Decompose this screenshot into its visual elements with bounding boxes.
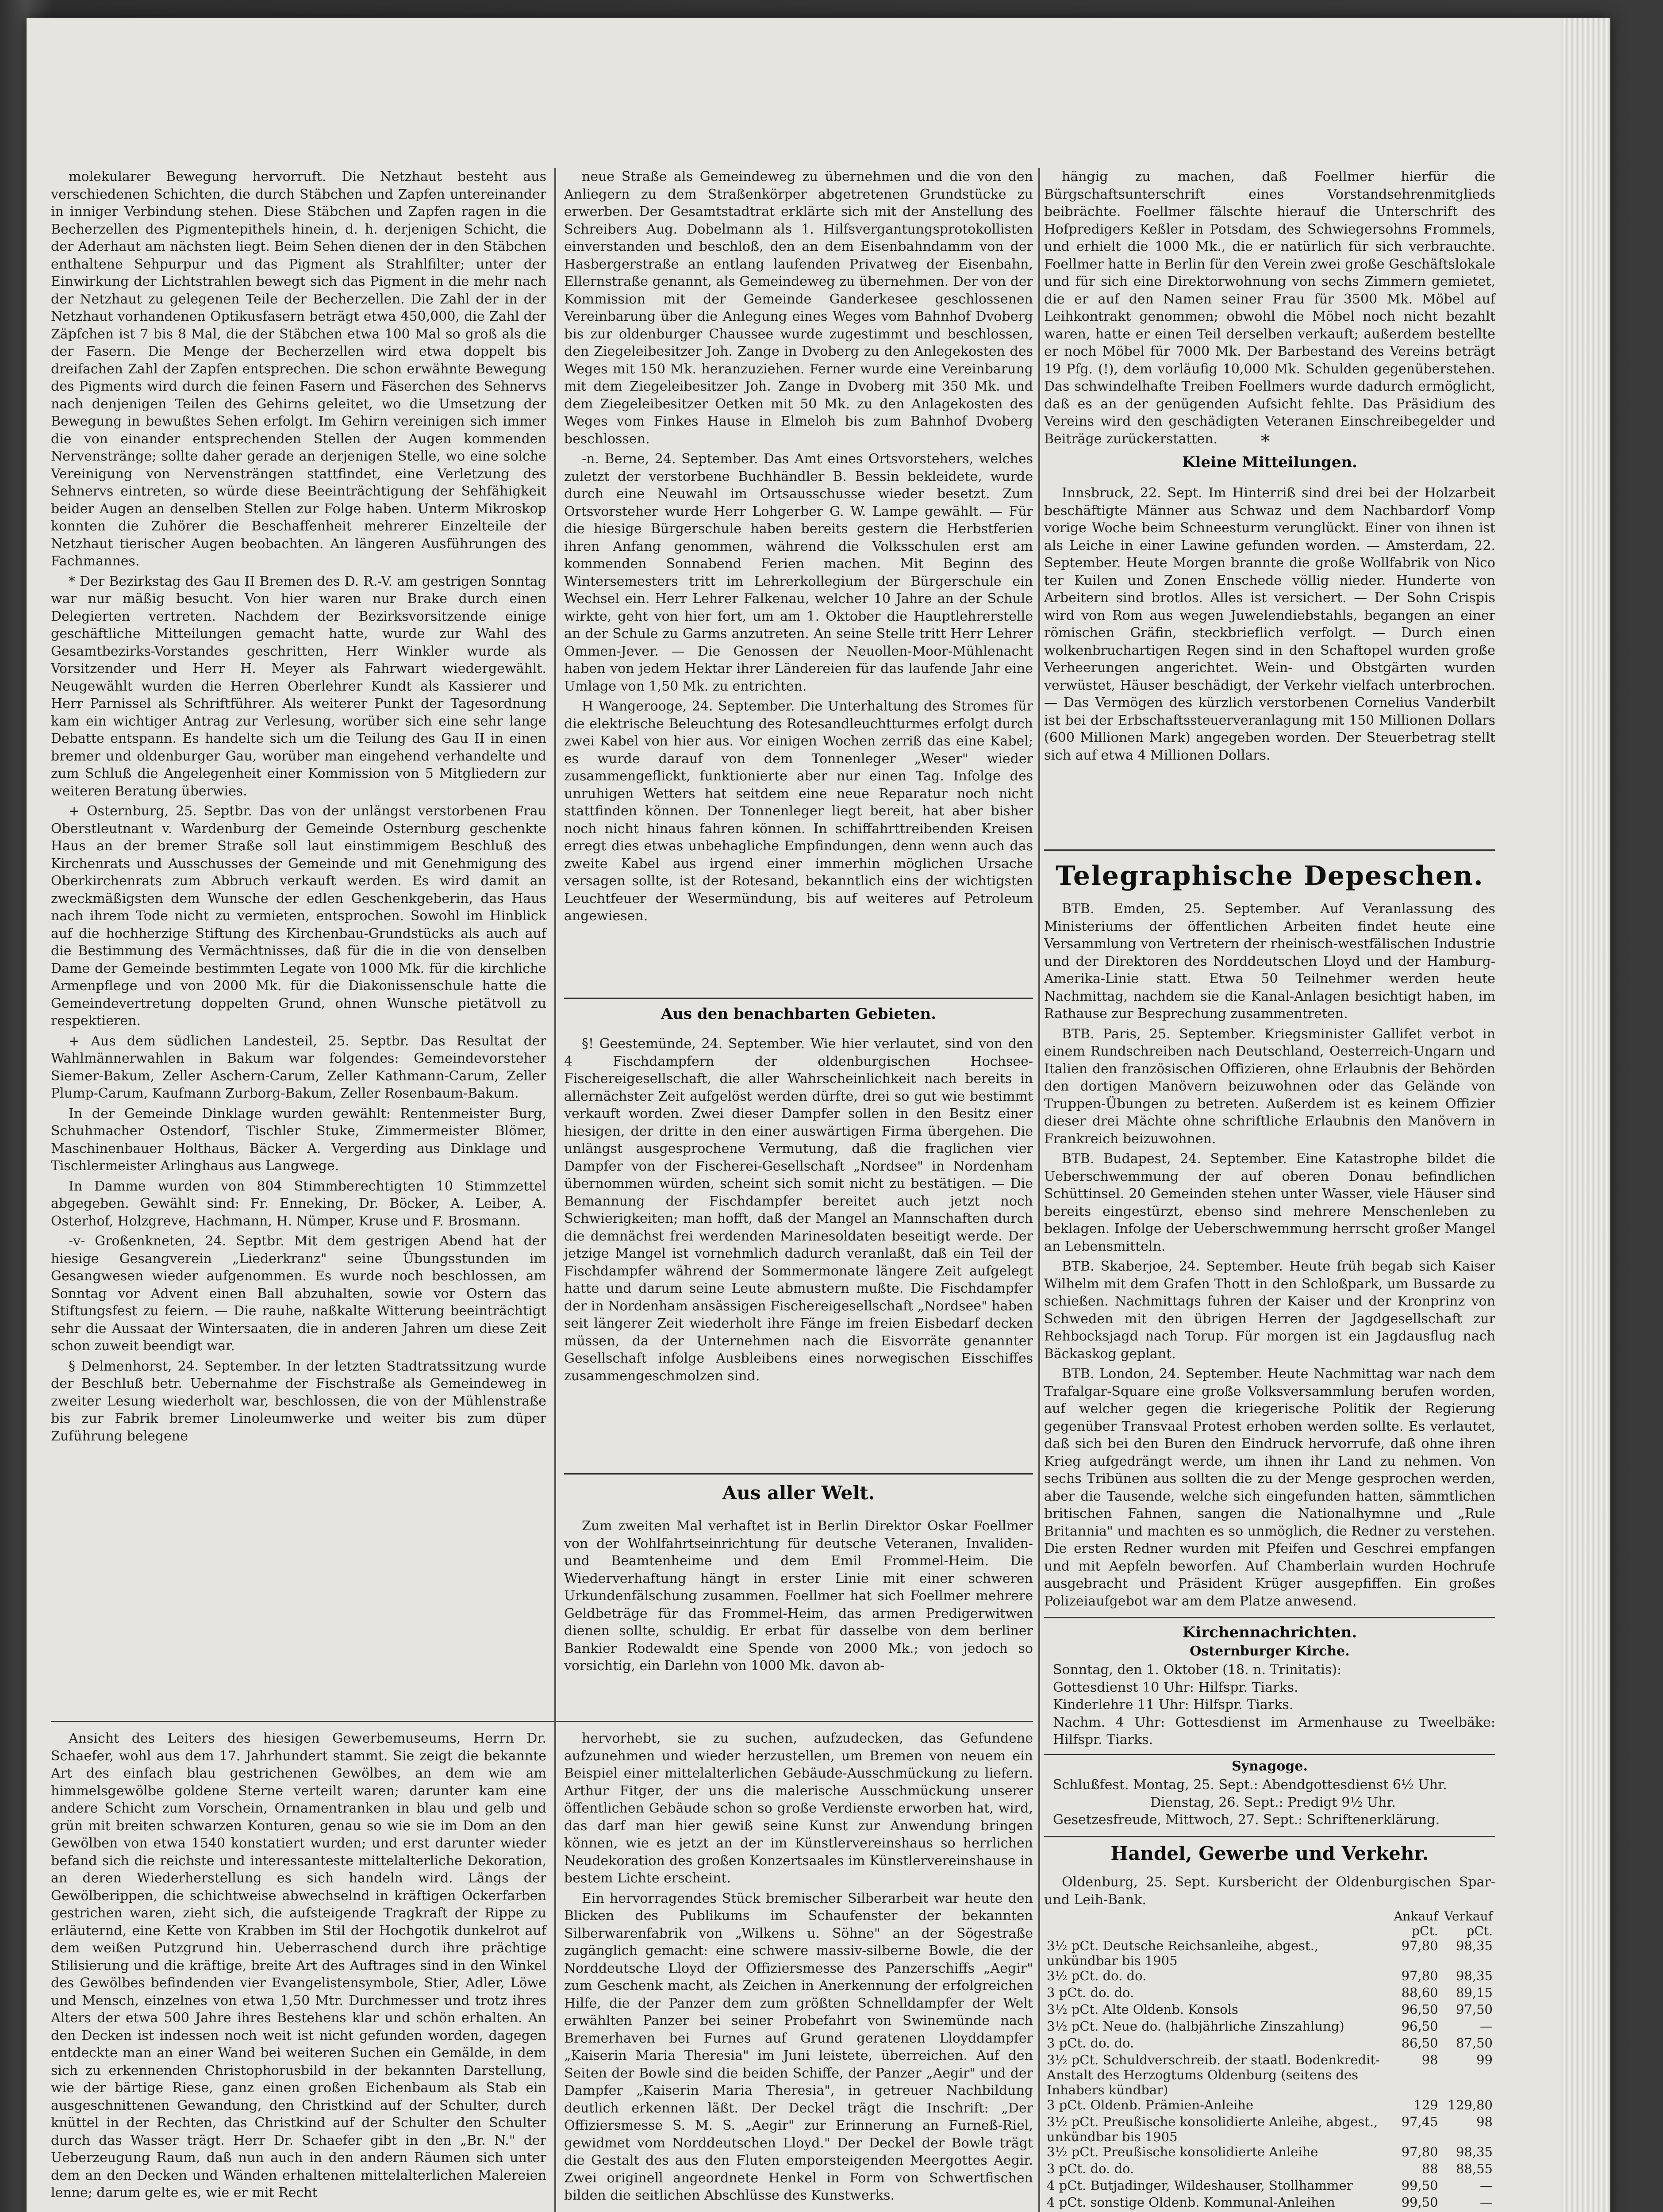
notice-line: Gottesdienst 10 Uhr: Hilfspr. Tiarks.: [1053, 1679, 1298, 1695]
price-verkauf: 98,35: [1456, 2144, 1493, 2159]
price-label: 3 pCt. do. do.: [1047, 1985, 1134, 2000]
article-paragraph: H Wangerooge, 24. September. Die Unterhaltung des Stromes für die elektrische Beleuchtung des Rotesandleuchtturmes erfolgt durch zwei Kabel von hier aus. Vor einigen Wochen zerriß das eine Kabel; es wurde darauf von dem Tonnenleger „Weser" wieder zusammengeflickt, funktionierte aber nur einen Tag. Infolge des unruhigen Wetters hat seitdem eine neue Reparatur noch nicht stattfinden können. Der Tonnenleger liegt bereit, hat aber bisher noch nicht hinaus fahren können. In schiffahrttreibenden Kreisen erregt dies etwas unbehagliche Empfindungen, denn wenn auch das zweite Kabel aus irgend einer immerhin möglichen Ursache versagen sollte, ist der Rotesand, bekanntlich eins der wichtigsten Leuchtfeuer der Wesermündung, bis auf weiteres auf Petroleum angewiesen.: [564, 699, 1033, 924]
price-verkauf: 99: [1476, 2052, 1493, 2067]
price-ankauf: 88,60: [1401, 1985, 1438, 2000]
price-label: 3½ pCt. Neue do. (halbjährliche Zinszahlung): [1047, 2019, 1344, 2034]
price-ankauf: 97,80: [1401, 1968, 1438, 1983]
price-row: [1044, 2035, 1495, 2052]
article-paragraph: + Aus dem südlichen Landesteil, 25. Septbr. Das Resultat der Wahlmännerwahlen in Bakum war folgendes: Gemeindevorsteher Siemer-Bakum, Zeller Aschern-Carum, Zeller Kathmann-Carum, Zeller Plump-Carum, Kaufmann Zurborg-Bakum, Zeller Rosenbaum-Bakum.: [51, 1033, 546, 1101]
article-paragraph: Ein hervorragendes Stück bremischer Silberarbeit war heute den Blicken des Publikums im Schaufenster der bekannten Silberwarenfabrik von „Wilkens u. Söhne" an der Sögestraße zugänglich gemacht: eine schwere massiv-silberne Bowle, die der Norddeutsche Lloyd der Offiziersmesse des Panzerschiffs „Aegir" zum Geschenk macht, als Zeichen in Anerkennung der erfolgreichen Hilfe, die der Panzer dem zum größten Schnelldampfer der Welt erwählten Panzer bei seiner Probefahrt von Swinemünde nach Bremerhaven bei Furnes auf Grund geratenen Lloyddampfer „Kaiserin Maria Theresia" im Juni leistete, überreichen. Auf den Seiten der Bowle sind die beiden Schiffe, der Panzer „Aegir" und der Dampfer „Kaiserin Maria Theresia", in getreuer Nachbildung deutlich erkennen läßt. Der Deckel trägt die Inschrift: „Der Offiziersmesse S. M. S. „Aegir" zur Erinnerung an Furneß-Riel, gewidmet vom Norddeutschen Lloyd." Der Deckel der Bowle trägt die Gestalt des aus den Fluten emporsteigenden Meergottes Aegir. Zwei originell angeordnete Henkel in Form von Schwertfischen bilden die seitlichen Abschlüsse des Kunstwerks.: [564, 1890, 1033, 2203]
column-2-bottom: [564, 1730, 1033, 2212]
article-paragraph: * Der Bezirkstag des Gau II Bremen des D. R.-V. am gestrigen Sonntag war nur mäßig besucht. Von hier waren nur Brake durch einen Delegierten vertreten. Nachdem der Bezirksvorsitzende einige geschäftliche Mitteilungen gemacht hatte, wurde zur Wahl des Gesamtbezirks-Vorstandes geschritten, Herr Winkler wurde als Vorsitzender und Herr H. Meyer als Fahrwart wiedergewählt. Neugewählt wurden die Herren Oberlehrer Kundt als Kassierer und Herr Parnissel als Schriftführer. Als weiterer Punkt der Tagesordnung kam ein wichtiger Antrag zur Verlesung, worüber sich eine sehr lange Debatte entspann. Es handelte sich um die Teilung des Gau II in einen bremer und oldenburger Gau, worüber man eingehend verhandelte und zum Schluß die Angelegenheit einer Kommission von 5 Mitgliedern zur weiteren Beratung überwies.: [51, 573, 546, 799]
price-row: [1044, 2195, 1495, 2212]
article-paragraph: hängig zu machen, daß Foellmer hierfür die Bürgschaftsunterschrift eines Vorstandsehrenmitglieds beibrächte. Foellmer fälschte hierauf die Unterschrift des Hofpredigers Keßler in Potsdam, des Schwiegersohns Frommels, und erhielt die 1000 Mk., die er natürlich für sich verbrauchte. Foellmer hatte in Berlin für den Verein zwei große Geschäftslokale und für sich eine Direktorwohnung von sechs Zimmern gemietet, die er auf den Namen seiner Frau für 3500 Mk. Möbel auf Leihkontrakt genommen; obwohl die Möbel noch nicht bezahlt waren, hatte er einen Teil derselben verkauft; außerdem bestellte er noch Möbel für 7000 Mk. Der Barbestand des Vereins beträgt 19 Pfg. (!), dem vorläufig 10,000 Mk. Schulden gegenüberstehen. Das schwindelhafte Treiben Foellmers wurde dadurch ermöglicht, daß es an der genügenden Aufsicht fehlte. Das Präsidium des Vereins wird den geschädigten Veteranen Einschreibegelder und Beiträge zurückerstatten.: [1044, 169, 1495, 447]
price-verkauf: 129,80: [1448, 2097, 1493, 2112]
column-divider: [1038, 168, 1040, 2212]
price-ankauf: 96,50: [1401, 2002, 1438, 2017]
price-label: 3½ pCt. Deutsche Reichsanleihe, abgest., unkündbar bis 1905: [1047, 1938, 1319, 1968]
column-1-lower: [51, 1730, 546, 2212]
section-divider: [564, 998, 1033, 999]
notice-line: Sonntag, den 1. Oktober (18. n. Trinitatis):: [1053, 1662, 1342, 1678]
column-2-middle: [564, 1035, 1033, 1460]
section-divider: [1044, 1836, 1495, 1837]
article-paragraph: Zum zweiten Mal verhaftet ist in Berlin Direktor Oskar Foellmer von der Wohlfahrtseinrichtung für deutsche Veteranen, Invaliden- und Beamtenheime und dem Emil Frommel-Heim. Die Wiederverhaftung hängt in erster Linie mit einer schweren Urkundenfälschung zusammen. Foellmer hat sich Foellmer mehrere Geldbeträge für das Frommel-Heim, das armen Predigerwitwen dienen sollte, schuldig. Er erbat für dasselbe von dem berliner Bankier Rodewaldt eine Spende von 2000 Mk.; von jedoch so vorsichtig, ein Darlehn von 1000 Mk. davon ab-: [564, 1518, 1033, 1674]
column-2-upper: [564, 168, 1033, 995]
price-verkauf: 88,55: [1456, 2161, 1493, 2176]
article-paragraph: + Osternburg, 25. Septbr. Das von der unlängst verstorbenen Frau Oberstleutnant v. Wardenburg der Gemeinde Osternburg geschenkte Haus an der bremer Straße soll laut einstimmigem Beschluß des Kirchenrats und Ausschusses der Gemeinde und mit Genehmigung des Oberkirchenrats zum Abbruch verkauft werden. Es wird damit an zweckmäßigsten dem Wunsche der edlen Geschenkgeberin, das Haus nach ihrem Tode nicht zu vermieten, entsprochen. Sowohl im Hinblick auf die hochherzige Stiftung des Kirchenbau-Grundstücks als auch auf die Bestimmung des Vermächtnisses, daß für die in die von denselben Dame der Gemeinde bestimmten Legate von 1000 Mk. für die kirchliche Armenpflege und von 2000 Mk. für die Diakonissenschule hatte die Gemeindevertretung doppelten Grund, ohnen Wunsche pietätvoll zu respektieren.: [51, 803, 546, 1029]
price-label: 3 pCt. Oldenb. Prämien-Anleihe: [1047, 2097, 1254, 2112]
article-paragraph: hervorhebt, sie zu suchen, aufzudecken, das Gefundene aufzunehmen und wieder herzustellen, um Bremen von neuem ein Beispiel einer mittelalterlichen Gebäude-Ausschmückung zu liefern. Arthur Fitger, der uns die malerische Ausschmückung unserer öffentlichen Gebäude schon so große Verdienste erworben hat, wird, das darf man hier gewiß seine Kunst zur Anwendung bringen können, wie es jetzt an der im Künstlervereinshaus so herrlichen Neudekoration des großen Konzertsaales im Künstlervereinshause in bestem Lichte erscheint.: [564, 1731, 1033, 1886]
price-row: [1044, 2178, 1495, 2195]
table-header-row: [1044, 1909, 1495, 1938]
price-row: [1044, 1968, 1495, 1985]
price-label: 3 pCt. do. do.: [1047, 2161, 1134, 2176]
article-paragraph: Ansicht des Leiters des hiesigen Gewerbemuseums, Herrn Dr. Schaefer, wohl aus dem 17. Jahrhundert stammt. Sie zeigt die bekannte Art des einfach blau gestrichenen Gewölbes, an dem wie am himmelsgewölbe goldene Sterne verteilt waren; darunter kam eine andere Schicht zum Vorschein, Ornamentranken in blau und gelb und grün mit breiten schwarzen Konturen, genau so wie sie im Dom an den Gewölben von etwa 1540 konstatiert wurden; und erst darunter wieder befand sich die reichste und interessanteste mittelalterliche Dekoration, an deren Wiederherstellung es sich handeln wird. Längs der Gewölberippen, die schichtweise abwechselnd in kräftigen Ockerfarben gestrichen waren, zieht sich, die aufsteigende Tragkraft der Rippe zu erläuternd, eine Kette von Krabben im Stil der Hochgotik dunkelrot auf dem weißen Putzgrund hin. Ueberraschend durch ihre prächtige Stilisierung und die kräftige, breite Art des Auftrages sind in den Winkel des Gewölbes befindenden vier Evangelistensymbole, Stier, Adler, Löwe und Mensch, einzelnes von etwa 1,50 Mtr. Durchmesser und trotz ihres Alters der etwa 500 Jahre ihres Bestehens klar und schön erhalten. An den Decken ist indessen noch weit ist nicht gefunden worden, dagegen entdeckte man an einer Wand bei weiteren Suchen ein Gemälde, in dem sich zu erkennenden Christophorusbild in der bekannten Darstellung, wie der bärtige Riese, ganz einen großen Eichenbaum als Stab ein ausgeschnittenen Gewandung, den Christkind auf der Schulter, durch knüttel in der Rechten, das Christkind auf der Schulter den Schulter durch das Wasser trägt. Herr Dr. Schaefer gibt in den „Br. N." der Ueberzeugung Raum, daß nun auch in den andern Räumen sich unter dem an den Decken und Wänden erhaltenen mittelalterlichen Malereien lenne; darum gelte es, wie er mit Recht: [51, 1731, 546, 2200]
section-heading: Kleine Mitteilungen.: [1182, 453, 1358, 471]
article-paragraph: In der Gemeinde Dinklage wurden gewählt: Rentenmeister Burg, Schuhmacher Ostendorf, Tischler Stuke, Zimmermeister Blömer, Maschinenbauer Holthaus, Bäcker A. Vergerding aus Dinklage und Tischlermeister Arlinghaus aus Langwege.: [51, 1106, 546, 1174]
price-row: [1044, 2019, 1495, 2035]
article-paragraph: BTB. Paris, 25. September. Kriegsminister Gallifet verbot in einem Rundschreiben nach Deutschland, Oesterreich-Ungarn und Italien den französischen Offizieren, ohne Erlaubnis der Behörden den dortigen Manövern beizuwohnen oder das Gelände von Truppen-Übungen zu betreten. Außerdem ist es keinem Offizier dieser drei Mächte ohne schriftliche Erlaubnis den Manövern in Frankreich beizuwohnen.: [1044, 1026, 1495, 1147]
synagogue-notices: [1053, 1776, 1495, 1832]
price-verkauf: 87,50: [1456, 2035, 1493, 2051]
article-paragraph: molekularer Bewegung hervorruft. Die Netzhaut besteht aus verschiedenen Schichten, die durch Stäbchen und Zapfen untereinander in inniger Verbindung stehen. Diese Stäbchen und Zapfen ragen in die Becherzellen des Pigmentepithels hinein, d. h. derjenigen Schicht, die der Aderhaut am nächsten liegt. Beim Sehen dienen der in den Stäbchen enthaltene Sehpurpur und das Pigment als Strahlfilter; unter der Einwirkung der Lichtstrahlen bewegt sich das Pigment in die mehr nach der Netzhaut zu gelegenen Teile der Becherzellen. Die Zahl der in der Netzhaut vorhandenen Optikusfasern beträgt etwa 450,000, die Zahl der Zäpfchen ist 7 bis 8 Mal, die der Stäbchen etwa 100 Mal so groß als die der Fasern. Die Menge der Becherzellen wird etwa doppelt bis dreifachen Zahl der Zapfen entsprechen. Die schon erwähnte Bewegung des Pigments wird durch die feinen Fasern und Fäserchen des Sehnervs nach denjenigen Teilen des Gehirns geleitet, wo die Umsetzung der Bewegung in bewußtes Sehen erfolgt. Im Gehirn vereinigen sich immer die von einander entsprechenden Stellen der Augen kommenden Nervenstränge; sollte daher gerade an derjenigen Stelle, wo eine solche Vereinigung von Nervensträngen stattfindet, eine Verletzung des Sehnervs eintreten, so würde diese Beeinträchtigung der Sehfähigkeit beider Augen an denselben Stellen zur Folge haben. Unterm Mikroskop konnten die Zuhörer die Beschaffenheit mehrerer Einzelteile der Netzhaut tierischer Augen beobachten. An längeren Ausführungen des Fachmannes.: [51, 169, 546, 569]
price-ankauf: 86,50: [1401, 2035, 1438, 2051]
article-paragraph: BTB. London, 24. September. Heute Nachmittag war nach dem Trafalgar-Square eine große Volksversammlung berufen worden, auf welcher gegen die kriegerische Politik der Regierung gegenüber Transvaal Protest erhoben werden sollte. Es verlautet, daß sich bei den Buren den Eindruck hervorrufe, daß ohne ihren Krieg aufgedrängt werde, um ihnen ihr Land zu nehmen. Von sechs Tribünen aus sollten die zu der Menge gesprochen werden, aber die Tausende, welche sich eingefunden hatten, sämmtlichen britischen Fahnen, sangen die Nationalhymne und „Rule Britannia" und machten es so unmöglich, die Redner zu verstehen. Die ersten Redner wurden mit Pfeifen und Geschrei empfangen und mit Aepfeln beworfen. Auf Chamberlain wurden Hochrufe ausgebracht und Präsident Krüger ausgepfiffen. Ein großes Polizeiaufgebot war am dem Platze anwesend.: [1044, 1366, 1495, 1609]
price-ankauf: 129: [1413, 2097, 1438, 2112]
church-notices: [1053, 1661, 1495, 1750]
price-row: [1044, 1985, 1495, 2002]
notice-line: Kinderlehre 11 Uhr: Hilfspr. Tiarks.: [1053, 1697, 1294, 1713]
page-edge: [1562, 18, 1610, 2212]
column-1-upper: [51, 168, 546, 1714]
table-header-ankauf: Ankauf pCt.: [1394, 1909, 1438, 1938]
price-row: [1044, 2144, 1495, 2161]
section-heading: Telegraphische Depeschen.: [1056, 860, 1484, 891]
notice-line: Gesetzesfreude, Mittwoch, 27. Sept.: Schriftenerklärung.: [1053, 1812, 1440, 1828]
price-ankauf: 99,50: [1401, 2195, 1438, 2210]
price-ankauf: 97,80: [1401, 1938, 1438, 1953]
column-2-lower: [564, 1517, 1033, 1717]
article-paragraph: § Delmenhorst, 24. September. In der letzten Stadtratssitzung wurde der Beschluß betr. Uebernahme der Fischstraße als Gemeindeweg in zweiter Lesung wiederholt war, beschlossen, die von der Mühlenstraße bis zur Fabrik bremer Linoleumwerke und weiter bis zum düper Zuführung belegene: [51, 1358, 546, 1444]
section-heading: Kirchennachrichten.: [1182, 1624, 1357, 1641]
price-ankauf: 98: [1421, 2052, 1438, 2067]
price-ankauf: 97,45: [1401, 2114, 1438, 2129]
notice-line: Nachm. 4 Uhr: Gottesdienst im Armenhause zu Tweelbäke: Hilfspr. Tiarks.: [1053, 1714, 1495, 1747]
article-paragraph: BTB. Skaberjoe, 24. September. Heute früh begab sich Kaiser Wilhelm mit dem Grafen Thott in den Schloßpark, um Bussarde zu schießen. Nachmittags fuhren der Kaiser und der Kronprinz von Schweden mit den übrigen Herren der Jagdgesellschaft zur Rehbocksjagd nach Torup. Für morgen ist ein Jagdausflug nach Bäckaskog geplant.: [1044, 1259, 1495, 1362]
article-paragraph: neue Straße als Gemeindeweg zu übernehmen und die von den Anliegern zu dem Straßenkörper abgetretenen Grundstücke zu erwerben. Der Gesamtstadtrat erklärte sich mit der Anstellung des Schreibers Aug. Dobelmann als 1. Hilfsvergantungsprotokollisten einverstanden und beschloß, den an dem Eisenbahndamm von der Hasbergerstraße an entlang laufenden Privatweg der Eisenbahn, Ellernstraße genannt, als Gemeindeweg zu übernehmen. Der von der Kommission mit der Gemeinde Ganderkesee geschlossenen Vereinbarung über die Anlegung eines Weges vom Bahnhof Dvoberg bis zur oldenburger Chaussee wurde zugestimmt und beschlossen, den Ziegeleibesitzer Joh. Zange in Dvoberg zu den Anlegekosten des Weges mit 150 Mk. heranzuziehen. Ferner wurde eine Vereinbarung mit dem Ziegeleibesitzer Joh. Zange in Dvoberg mit 350 Mk. und dem Ziegeleibesitzer Oetken mit 50 Mk. zu den Anlagekosten des Weges vom Finkes Hause in Elmeloh bis zum Bahnhof Dvoberg beschlossen.: [564, 169, 1033, 447]
price-row: [1044, 2161, 1495, 2178]
article-paragraph: -n. Berne, 24. September. Das Amt eines Ortsvorstehers, welches zuletzt der verstorbene Buchhändler B. Bessin bekleidete, wurde durch eine Neuwahl im Ortsausschusse wieder besetzt. Zum Ortsvorsteher wurde Herr Lohgerber G. W. Lampe gewählt. — Für die hiesige Bürgerschule haben bereits gestern die Herbstferien ihren Anfang genommen, während die Volksschulen erst am kommenden Sonnabend Ferien machen. Mit Beginn des Wintersemesters tritt im Lehrerkollegium der Bürgerschule ein Wechsel ein. Herr Lehrer Falkenau, welcher 10 Jahre an der Schule wirkte, geht von hier fort, um am 1. Oktober die Hauptlehrerstelle an der Schule zu Garms anzutreten. An seine Stelle tritt Herr Lehrer Ommen-Jever. — Die Genossen der Neuollen-Moor-Mühlenacht haben von jedem Hektar ihrer Ländereien für das laufende Jahr eine Umlage von 1,50 Mk. zu entrichten.: [564, 451, 1033, 694]
section-divider: [1044, 849, 1495, 851]
price-label: 3½ pCt. do. do.: [1047, 1968, 1147, 1983]
price-ankauf: 97,80: [1401, 2144, 1438, 2159]
price-row: [1044, 1938, 1495, 1968]
price-label: 3½ pCt. Schuldverschreib. der staatl. Bodenkredit-Anstalt des Herzogtums Oldenburg (seitens des Inhabers kündbar): [1047, 2052, 1380, 2097]
section-divider: [1044, 1754, 1495, 1755]
column-3-middle: [1044, 484, 1495, 838]
price-label: 3 pCt. do. do.: [1047, 2035, 1134, 2051]
price-verkauf: 97,50: [1456, 2002, 1493, 2017]
section-divider: [1044, 1617, 1495, 1618]
price-row: [1044, 2052, 1495, 2097]
price-ankauf: 96,50: [1401, 2019, 1438, 2034]
price-verkauf: 98: [1476, 2114, 1493, 2129]
price-ankauf: 99,50: [1401, 2178, 1438, 2193]
section-heading: Aus den benachbarten Gebieten.: [661, 1005, 937, 1023]
price-label: 3½ pCt. Alte Oldenb. Konsols: [1047, 2002, 1238, 2017]
article-paragraph: -v- Großenkneten, 24. Septbr. Mit dem gestrigen Abend hat der hiesige Gesangverein „Liederkranz" seine Übungsstunden im Gesangwesen wieder aufgenommen. Es wurde noch beschlossen, am Sonntag vor Advent einen Ball abzuhalten, sowie vor Ostern das Stiftungsfest zu feiern. — Die rauhe, naßkalte Witterung beeinträchtigt sehr die Aussaat der Wintersaaten, die in anderen Jahren um diese Zeit schon zuweit beendigt war.: [51, 1233, 546, 1354]
star-divider: *: [1261, 431, 1270, 452]
price-verkauf: 98,35: [1456, 1938, 1493, 1953]
price-row: [1044, 2097, 1495, 2114]
market-intro: [1044, 1874, 1495, 1909]
price-row: [1044, 2114, 1495, 2144]
notice-line: Schlußfest. Montag, 25. Sept.: Abendgottesdienst 6½ Uhr.: [1053, 1777, 1447, 1793]
price-label: 3½ pCt. Preußische konsolidierte Anleihe: [1047, 2144, 1318, 2159]
column-3-upper: [1044, 168, 1495, 447]
article-paragraph: Innsbruck, 22. Sept. Im Hinterriß sind drei bei der Holzarbeit beschäftigte Männer aus Schwaz und dem Nachbardorf Vomp vorige Woche beim Schneesturm verunglückt. Einer von ihnen ist als Leiche in einer Lawine gefunden worden. — Amsterdam, 22. September. Heute Morgen brannte die große Wollfabrik von Nico ter Kuilen und Zonen Enschede völlig nieder. Hunderte von Arbeitern sind brotlos. Alles ist versichert. — Der Sohn Crispis wird von Rom aus wegen Juwelendiebstahls, begangen an einer römischen Gräfin, steckbrieflich verfolgt. — Durch einen wolkenbruchartigen Regen sind in den Schaftopel wurden große Verheerungen angerichtet. Wein- und Obstgärten wurden verwüstet, Häuser beschädigt, der Verkehr vielfach unterbrochen. — Das Vermögen des kürzlich verstorbenen Cornelius Vanderbilt ist bei der Erbschaftssteuerveranlagung mit 150 Millionen Dollars (600 Millionen Mark) angegeben worden. Der Steuerbetrag stellt sich auf etwa 4 Millionen Dollars.: [1044, 485, 1495, 763]
price-label: 4 pCt. sonstige Oldenb. Kommunal-Anleihen: [1047, 2195, 1335, 2210]
price-ankauf: 88: [1421, 2161, 1438, 2176]
column-divider: [554, 168, 556, 2212]
price-label: 3½ pCt. Preußische konsolidierte Anleihe, abgest., unkündbar bis 1905: [1047, 2114, 1378, 2144]
price-verkauf: —: [1480, 2019, 1493, 2034]
article-paragraph: BTB. Budapest, 24. September. Eine Katastrophe bildet die Ueberschwemmung der auf oberen Donau befindlichen Schüttinsel. 20 Gemeinden stehen unter Wasser, viele Häuser sind bereits eingestürzt, ebenso sind mehrere Menschenleben zu beklagen. Infolge der Ueberschwemmung herrscht großer Mangel an Lebensmitteln.: [1044, 1151, 1495, 1254]
price-verkauf: —: [1480, 2195, 1493, 2210]
section-heading: Handel, Gewerbe und Verkehr.: [1110, 1843, 1429, 1864]
newspaper-page: [27, 18, 1610, 2212]
column-3-lower: [1044, 900, 1495, 1608]
price-table: [1044, 1909, 1495, 2212]
section-divider: [564, 1473, 1033, 1475]
table-header-verkauf: Verkauf pCt.: [1444, 1909, 1493, 1938]
price-label: 4 pCt. Butjadinger, Wildeshauser, Stollhammer: [1047, 2178, 1353, 2193]
article-paragraph: In Damme wurden von 804 Stimmberechtigten 10 Stimmzettel abgegeben. Gewählt sind: Fr. Enneking, Dr. Böcker, A. Leiber, A. Osterhof, Holzgreve, Hachmann, H. Nümper, Kruse und F. Brosmann.: [51, 1178, 546, 1229]
section-subheading: Synagoge.: [1232, 1759, 1308, 1774]
section-subheading: Osternburger Kirche.: [1190, 1644, 1350, 1659]
price-table-body: [1044, 1938, 1495, 2212]
market-intro-text: Oldenburg, 25. Sept. Kursbericht der Oldenburgischen Spar- und Leih-Bank.: [1044, 1874, 1495, 1908]
table-header-label: [1044, 1909, 1390, 1938]
section-heading: Aus aller Welt.: [722, 1482, 875, 1504]
price-verkauf: 89,15: [1456, 1985, 1493, 2000]
article-paragraph: BTB. Emden, 25. September. Auf Veranlassung des Ministeriums der öffentlichen Arbeiten findet heute eine Versammlung von Vertretern der rheinisch-westfälischen Industrie und der Direktoren des Norddeutschen Lloyd und der Hamburg-Amerika-Linie statt. Etwa 50 Teilnehmer werden heute Nachmittag, nachdem sie die Kanal-Anlagen besichtigt haben, im Rathause zur Besprechung zusammentreten.: [1044, 901, 1495, 1022]
price-verkauf: 98,35: [1456, 1968, 1493, 1983]
price-row: [1044, 2002, 1495, 2019]
article-paragraph: §! Geestemünde, 24. September. Wie hier verlautet, sind von den 4 Fischdampfern der oldenburgischen Hochsee-Fischereigesellschaft, die aller Wahrscheinlichkeit nach bereits in allernächster Zeit aufgelöst werden dürfte, drei so gut wie bestimmt verkauft worden. Zwei dieser Dampfer sollen in den Besitz einer hiesigen, der dritte in den einer auswärtigen Firma übergehen. Die unlängst ausgesprochene Vermutung, daß die fraglichen vier Dampfer von der Fischerei-Gesellschaft „Nordsee" in Nordenham übernommen würden, scheint sich somit nicht zu bestätigen. — Die Bemannung der Fischdampfer bereitet auch jetzt noch Schwierigkeiten; man hofft, daß der Mangel an Mannschaften durch die demnächst frei werdenden Marinesoldaten beseitigt werde. Der jetzige Mangel ist vornehmlich dadurch veranlaßt, daß ein Teil der Fischdampfer während der Sommermonate längere Zeit aufgelegt hatte und darum seine Leute abmustern mußte. Die Fischdampfer der in Nordenham ansässigen Fischereigesellschaft „Nordsee" haben seit längerer Zeit wiederholt ihre Fänge im freien Eisbedarf decken müssen, da der Unternehmen nach die Eisvorräte genannter Gesellschaft infolge Ausbleibens eines norwegischen Eisschiffes zusammengeschmolzen sind.: [564, 1036, 1033, 1384]
notice-line: Dienstag, 26. Sept.: Predigt 9½ Uhr.: [1150, 1794, 1396, 1810]
price-verkauf: —: [1480, 2178, 1493, 2193]
fold-divider: [51, 1721, 1033, 1722]
